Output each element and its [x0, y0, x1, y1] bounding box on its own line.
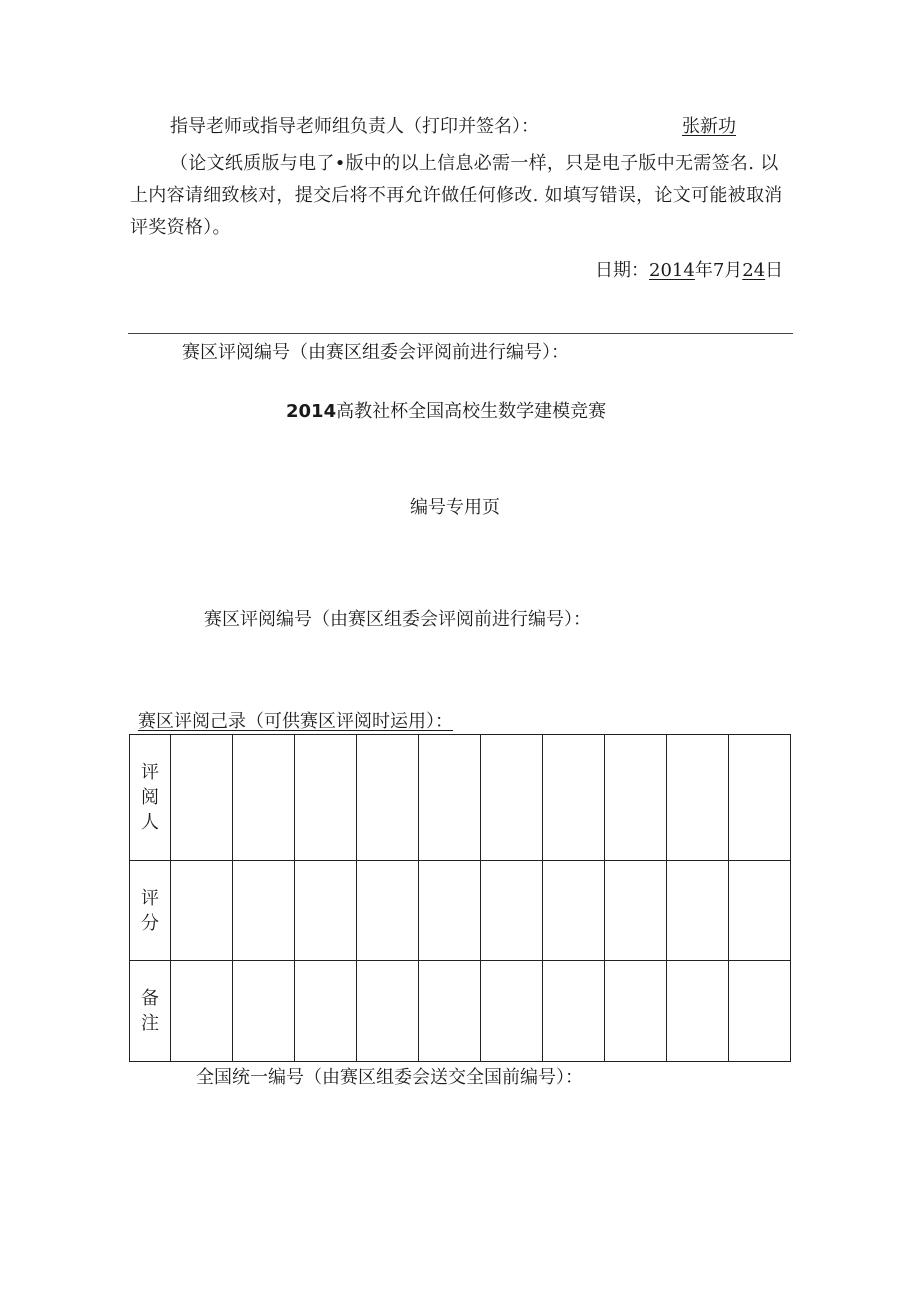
national-number-label: 全国统一编号（由赛区组委会送交全国前编号）： — [196, 1067, 583, 1088]
table-cell[interactable] — [667, 861, 729, 961]
table-cell[interactable] — [605, 735, 667, 861]
page-subtitle: 编号专用页 — [410, 497, 500, 518]
table-cell[interactable] — [729, 961, 791, 1062]
table-cell[interactable] — [171, 961, 233, 1062]
date-prefix: 日期： — [595, 260, 649, 281]
table-cell[interactable] — [419, 961, 481, 1062]
table-cell[interactable] — [729, 861, 791, 961]
table-cell[interactable] — [357, 861, 419, 961]
zone-review-number-label-top: 赛区评阅编号（由赛区组委会评阅前进行编号）： — [182, 342, 569, 363]
review-record-caption: 赛区评阅己录（可供赛区评阅时运用）： — [138, 711, 453, 732]
table-cell[interactable] — [295, 961, 357, 1062]
table-cell[interactable] — [295, 735, 357, 861]
table-cell[interactable] — [233, 735, 295, 861]
table-cell[interactable] — [481, 961, 543, 1062]
date-month-suffix: 月 — [724, 260, 743, 281]
table-cell[interactable] — [605, 961, 667, 1062]
competition-title — [286, 399, 606, 425]
table-cell[interactable] — [729, 735, 791, 861]
table-cell[interactable] — [419, 735, 481, 861]
date-line — [595, 258, 783, 284]
table-cell[interactable] — [605, 861, 667, 961]
separator-line — [128, 333, 793, 334]
table-cell[interactable] — [667, 735, 729, 861]
competition-year: 2014 — [286, 401, 337, 422]
table-cell[interactable] — [419, 861, 481, 961]
table-cell[interactable] — [357, 961, 419, 1062]
table-cell[interactable] — [481, 861, 543, 961]
table-cell[interactable] — [233, 861, 295, 961]
table-cell[interactable] — [543, 735, 605, 861]
row-header-score: 评分 — [130, 861, 171, 961]
date-day-suffix: 日 — [765, 260, 784, 281]
table-cell[interactable] — [481, 735, 543, 861]
table-row-remarks — [130, 961, 791, 1062]
table-cell[interactable] — [543, 961, 605, 1062]
table-row-score — [130, 861, 791, 961]
advisor-signature-name: 张新功 — [682, 116, 736, 137]
advisor-signature-label: 指导老师或指导老师组负责人（打印并签名）： — [170, 116, 539, 137]
table-cell[interactable] — [233, 961, 295, 1062]
row-header-reviewer: 评阅人 — [130, 735, 171, 861]
table-cell[interactable] — [295, 861, 357, 961]
zone-review-number-label: 赛区评阅编号（由赛区组委会评阅前进行编号）： — [204, 609, 591, 630]
table-cell[interactable] — [171, 735, 233, 861]
table-cell[interactable] — [543, 861, 605, 961]
date-year: 2014 — [649, 260, 695, 281]
competition-name: 高教社杯全国高校生数学建模竞赛 — [336, 401, 607, 422]
table-cell[interactable] — [171, 861, 233, 961]
date-day: 24 — [742, 260, 766, 281]
row-header-remarks: 备注 — [130, 961, 171, 1062]
review-record-table — [129, 734, 791, 1062]
table-cell[interactable] — [667, 961, 729, 1062]
date-year-suffix: 年 — [694, 260, 713, 281]
date-month: 7 — [712, 260, 725, 281]
table-cell[interactable] — [357, 735, 419, 861]
table-row-reviewer — [130, 735, 791, 861]
notice-paragraph: （论文纸质版与电了•版中的以上信息必需一样，只是电子版中无需签名. 以上内容请细致核对，提交后将不再允许做任何修改. 如填写错误，论文可能被取消评奖资格）。 — [130, 153, 783, 238]
